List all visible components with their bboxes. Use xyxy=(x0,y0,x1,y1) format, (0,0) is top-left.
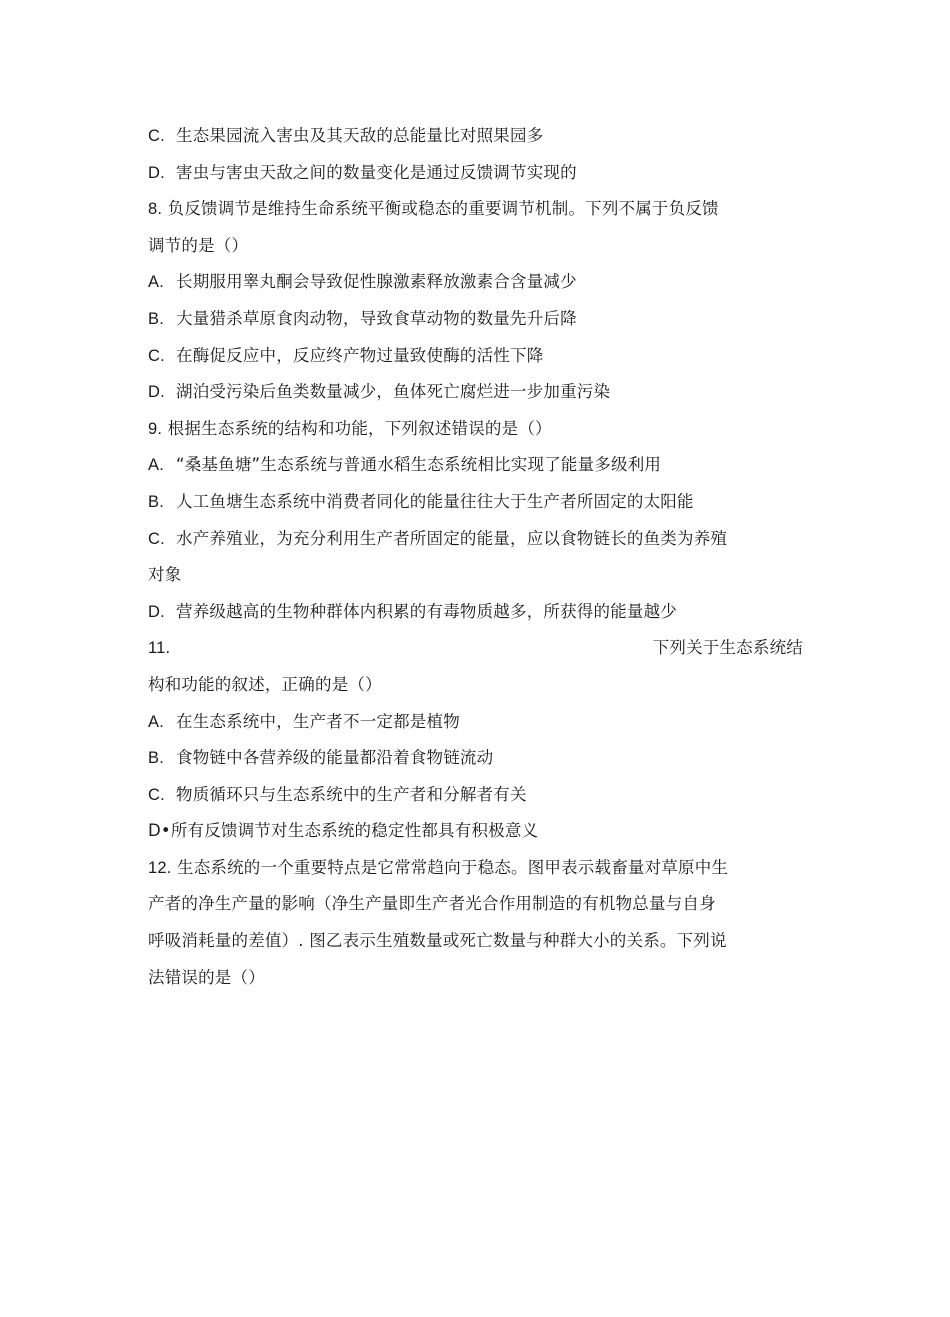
option-letter: B. xyxy=(148,309,164,328)
option-letter: D. xyxy=(148,383,165,402)
option-letter: A. xyxy=(148,456,164,475)
q8-stem-line-2: 调节的是（） xyxy=(148,235,249,255)
option-text: “桑基鱼塘”生态系统与普通水稻生态系统相比实现了能量多级利用 xyxy=(176,455,662,475)
option-letter: A. xyxy=(148,712,164,731)
option-text: 物质循环只与生态系统中的生产者和分解者有关 xyxy=(176,784,527,804)
option-letter: A. xyxy=(148,273,164,292)
option-text: 在酶促反应中，反应终产物过量致使酶的活性下降 xyxy=(176,345,544,365)
question-stem: 生态系统的一个重要特点是它常常趋向于稳态。图甲表示载畜量对草原中生 xyxy=(177,857,729,877)
q11-option-c xyxy=(148,777,803,814)
option-text: 在生态系统中，生产者不一定都是植物 xyxy=(176,711,460,731)
q7-option-d xyxy=(148,155,803,192)
q11-stem-line-2: 构和功能的叙述，正确的是（） xyxy=(148,674,382,694)
option-letter: D. xyxy=(148,163,165,182)
question-stem: 下列关于生态系统结 xyxy=(652,638,803,658)
option-letter: B. xyxy=(148,492,164,511)
option-text: 湖泊受污染后鱼类数量减少，鱼体死亡腐烂进一步加重污染 xyxy=(176,382,611,402)
option-text: 生态果园流入害虫及其天敌的总能量比对照果园多 xyxy=(176,126,544,145)
q8-stem-line-1 xyxy=(148,191,803,228)
q7-option-c xyxy=(148,118,803,155)
q11-option-a xyxy=(148,704,803,741)
option-letter: C. xyxy=(148,127,165,145)
q8-option-d xyxy=(148,374,803,411)
q12-stem-line-4: 法错误的是（） xyxy=(148,967,265,987)
option-text: 水产养殖业，为充分利用生产者所固定的能量，应以食物链长的鱼类为养殖 xyxy=(176,528,728,548)
q8-option-b xyxy=(148,301,803,338)
question-number: 11. xyxy=(148,639,171,658)
option-text: 人工鱼塘生态系统中消费者同化的能量往往大于生产者所固定的太阳能 xyxy=(176,491,694,511)
q12-stem-line-2: 产者的净生产量的影响（净生产量即生产者光合作用制造的有机物总量与自身 xyxy=(148,894,716,914)
q9-option-c-continuation: 对象 xyxy=(148,565,182,585)
option-text: 大量猎杀草原食肉动物，导致食草动物的数量先升后降 xyxy=(176,308,577,328)
option-letter: B. xyxy=(148,749,164,768)
q11-option-b xyxy=(148,740,803,777)
q11-option-d: D•所有反馈调节对生态系统的稳定性都具有积极意义 xyxy=(148,821,539,841)
option-letter: C. xyxy=(148,346,165,365)
question-number: 8. xyxy=(148,200,163,219)
q9-option-c xyxy=(148,521,803,558)
q9-option-d xyxy=(148,594,803,631)
option-text: 食物链中各营养级的能量都沿着食物链流动 xyxy=(176,748,494,768)
option-letter: C. xyxy=(148,529,165,548)
q9-stem xyxy=(148,411,803,448)
option-text: 害虫与害虫天敌之间的数量变化是通过反馈调节实现的 xyxy=(176,162,577,182)
question-stem: 负反馈调节是维持生命系统平衡或稳态的重要调节机制。下列不属于负反馈 xyxy=(167,199,719,219)
option-text: 长期服用睾丸酮会导致促性腺激素释放激素合含量减少 xyxy=(176,272,577,292)
q12-stem-line-1 xyxy=(148,850,803,887)
question-number: 12. xyxy=(148,858,172,877)
q8-option-a xyxy=(148,264,803,301)
option-letter: C. xyxy=(148,785,165,804)
q8-option-c xyxy=(148,338,803,375)
option-text: 营养级越高的生物种群体内积累的有毒物质越多，所获得的能量越少 xyxy=(176,601,677,621)
question-number: 9. xyxy=(148,419,163,438)
q9-option-b xyxy=(148,484,803,521)
question-stem: 根据生态系统的结构和功能，下列叙述错误的是（） xyxy=(167,418,552,438)
q12-stem-line-3: 呼吸消耗量的差值）. 图乙表示生殖数量或死亡数量与种群大小的关系。下列说 xyxy=(148,931,727,951)
question-text-block xyxy=(148,118,803,996)
q9-option-a xyxy=(148,447,803,484)
option-letter: D. xyxy=(148,602,165,621)
q11-stem-line-1 xyxy=(148,630,803,667)
